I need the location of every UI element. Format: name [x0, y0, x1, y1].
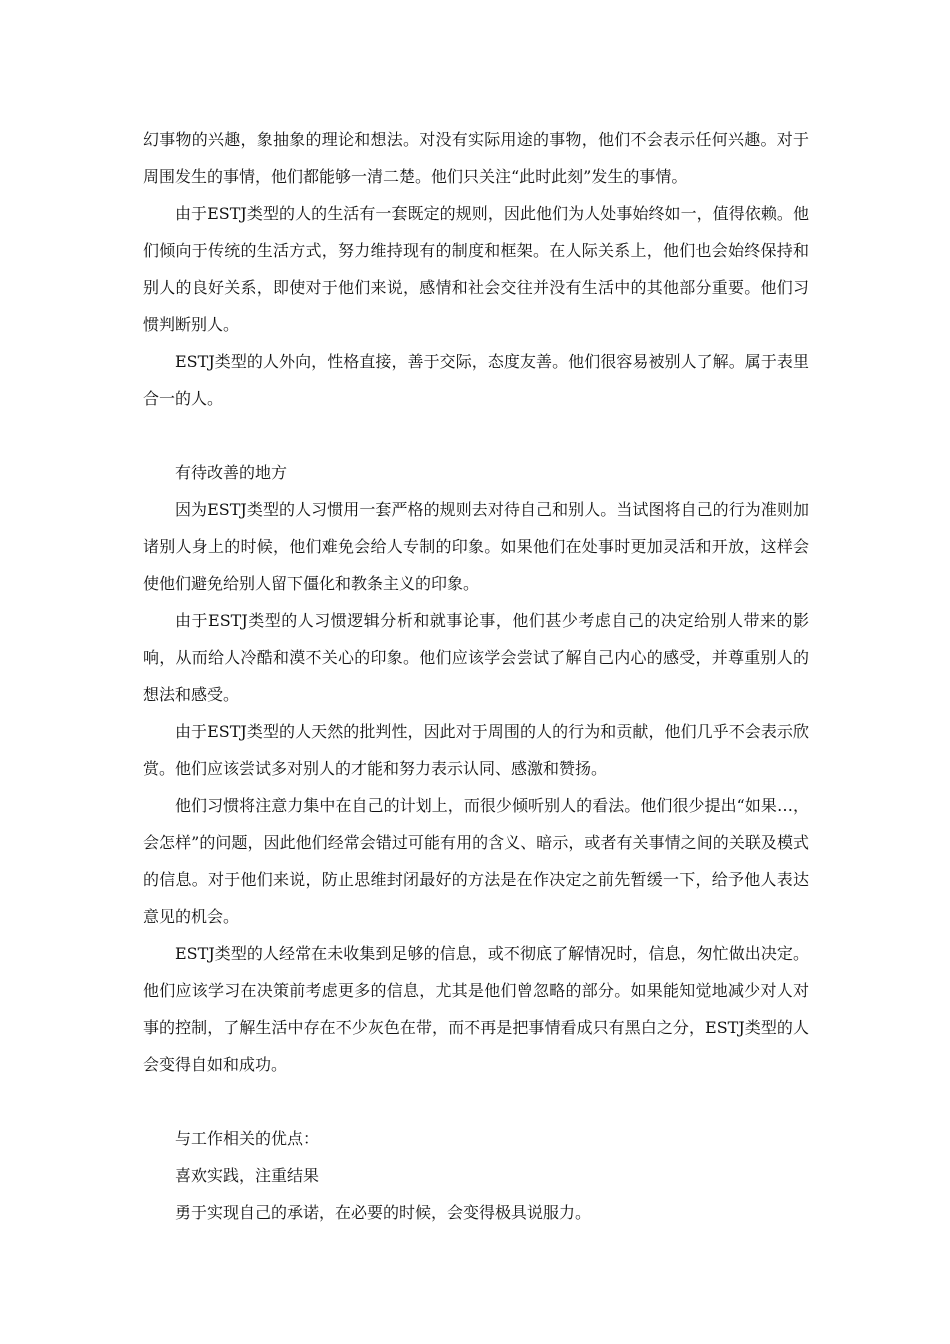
section-heading-work-strengths: 与工作相关的优点：: [175, 1129, 320, 1148]
paragraph-rules: 由于ESTJ类型的人的生活有一套既定的规则，因此他们为人处事始终如一，值得依赖。他们倾向于传统的生活方式，努力维持现有的制度和框架。在人际关系上，他们也会始终保持和别人的良好关系，即使对于他们来说，感情和社会交往并没有生活中的其他部分重要。他们习惯判断别人。: [143, 204, 809, 334]
paragraph-continued: 幻事物的兴趣，象抽象的理论和想法。对没有实际用途的事物，他们不会表示任何兴趣。对于周围发生的事情，他们都能够一清二楚。他们只关注“此时此刻”发生的事情。: [143, 130, 809, 186]
list-item: 喜欢实践，注重结果: [175, 1166, 320, 1185]
section-heading-improvement: 有待改善的地方: [175, 463, 288, 482]
paragraph-critical: 由于ESTJ类型的人天然的批判性，因此对于周围的人的行为和贡献，他们几乎不会表示欣赏。他们应该尝试多对别人的才能和努力表示认同、感激和赞扬。: [143, 722, 809, 778]
paragraph-decisions: ESTJ类型的人经常在未收集到足够的信息，或不彻底了解情况时，信息，匆忙做出决定。他们应该学习在决策前考虑更多的信息，尤其是他们曾忽略的部分。如果能知觉地减少对人对事的控制，了解生活中存在不少灰色在带，而不再是把事情看成只有黑白之分，ESTJ类型的人会变得自如和成功。: [143, 944, 809, 1074]
paragraph-strict-rules: 因为ESTJ类型的人习惯用一套严格的规则去对待自己和别人。当试图将自己的行为准则加诸别人身上的时候，他们难免会给人专制的印象。如果他们在处事时更加灵活和开放，这样会使他们避免给别人留下僵化和教条主义的印象。: [143, 500, 809, 593]
paragraph-logic: 由于ESTJ类型的人习惯逻辑分析和就事论事，他们甚少考虑自己的决定给别人带来的影响，从而给人冷酷和漠不关心的印象。他们应该学会尝试了解自己内心的感受，并尊重别人的想法和感受。: [143, 611, 809, 704]
paragraph-extravert: ESTJ类型的人外向，性格直接，善于交际，态度友善。他们很容易被别人了解。属于表里合一的人。: [143, 352, 809, 408]
paragraph-listening: 他们习惯将注意力集中在自己的计划上，而很少倾听别人的看法。他们很少提出“如果…，会怎样”的问题，因此他们经常会错过可能有用的含义、暗示，或者有关事情之间的关联及模式的信息。对于他们来说，防止思维封闭最好的方法是在作决定之前先暂缓一下，给予他人表达意见的机会。: [143, 796, 809, 926]
section-gap: [143, 1083, 809, 1120]
section-gap: [143, 417, 809, 454]
list-item: 勇于实现自己的承诺，在必要的时候，会变得极具说服力。: [175, 1203, 592, 1222]
document-body: [143, 121, 809, 1231]
